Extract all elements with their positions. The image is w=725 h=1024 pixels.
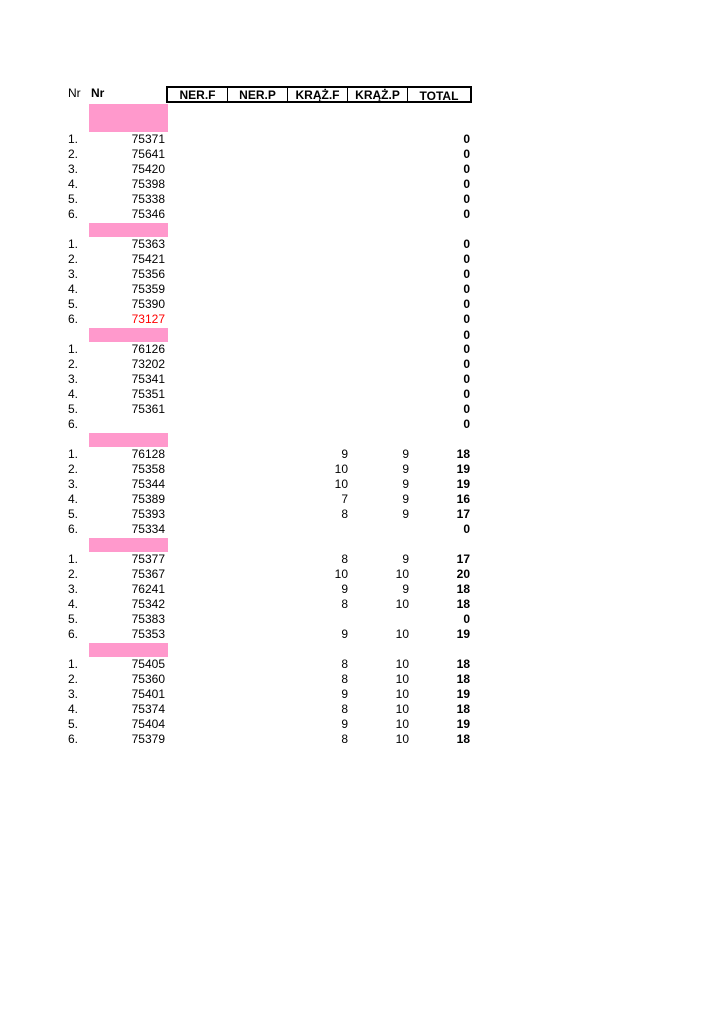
row-total: 20: [456, 567, 470, 581]
row-code: 75401: [131, 687, 165, 701]
row-kraz-f: 8: [341, 702, 348, 716]
row-kraz-p: 10: [395, 717, 409, 731]
row-kraz-p: 10: [395, 597, 409, 611]
group-header-band: [89, 104, 168, 132]
row-code: 76241: [131, 582, 165, 596]
group-header-band: [89, 538, 168, 552]
row-total: 0: [463, 192, 470, 206]
group-band-total: 0: [463, 328, 470, 342]
row-code: 75346: [131, 207, 165, 221]
row-total: 18: [456, 702, 470, 716]
row-total: 0: [463, 282, 470, 296]
row-index: 6.: [68, 522, 79, 536]
header-nr-bold-label: Nr: [91, 86, 105, 100]
row-code: 75338: [131, 192, 165, 206]
row-total: 0: [463, 312, 470, 326]
row-index: 3.: [68, 162, 79, 176]
row-kraz-f: 9: [341, 447, 348, 461]
column-header-kraz-f: KRĄŻ.F: [288, 88, 348, 101]
row-code: 75379: [131, 732, 165, 746]
row-kraz-f: 10: [334, 462, 348, 476]
row-kraz-f: 9: [341, 582, 348, 596]
column-header-kraz-p: KRĄŻ.P: [348, 88, 408, 101]
row-code: 76126: [131, 342, 165, 356]
row-kraz-f: 8: [341, 597, 348, 611]
row-index: 5.: [68, 717, 79, 731]
row-code: 75641: [131, 147, 165, 161]
row-index: 4.: [68, 702, 79, 716]
row-index: 2.: [68, 462, 79, 476]
row-kraz-f: 8: [341, 657, 348, 671]
row-index: 5.: [68, 192, 79, 206]
row-kraz-f: 9: [341, 687, 348, 701]
row-total: 18: [456, 732, 470, 746]
row-index: 1.: [68, 237, 79, 251]
row-code: 75356: [131, 267, 165, 281]
row-index: 1.: [68, 657, 79, 671]
row-index: 5.: [68, 612, 79, 626]
group-header-band: [89, 643, 168, 657]
row-total: 0: [463, 357, 470, 371]
row-code: 73127: [131, 312, 165, 326]
row-index: 3.: [68, 477, 79, 491]
row-index: 3.: [68, 372, 79, 386]
row-kraz-f: 8: [341, 507, 348, 521]
header-nr-label: Nr: [68, 86, 81, 100]
group-header-band: [89, 328, 168, 342]
row-code: 75353: [131, 627, 165, 641]
row-kraz-p: 10: [395, 657, 409, 671]
row-kraz-p: 9: [402, 462, 409, 476]
row-code: 75361: [131, 402, 165, 416]
row-kraz-f: 8: [341, 552, 348, 566]
row-total: 19: [456, 717, 470, 731]
row-code: 75371: [131, 132, 165, 146]
row-index: 2.: [68, 252, 79, 266]
row-code: 75420: [131, 162, 165, 176]
row-index: 6.: [68, 417, 79, 431]
row-total: 0: [463, 207, 470, 221]
row-index: 3.: [68, 267, 79, 281]
row-index: 4.: [68, 282, 79, 296]
row-index: 4.: [68, 387, 79, 401]
row-total: 19: [456, 477, 470, 491]
row-code: 75360: [131, 672, 165, 686]
row-total: 18: [456, 447, 470, 461]
row-index: 6.: [68, 627, 79, 641]
row-code: 75421: [131, 252, 165, 266]
row-index: 2.: [68, 147, 79, 161]
row-kraz-f: 9: [341, 627, 348, 641]
row-kraz-p: 9: [402, 447, 409, 461]
row-code: 75404: [131, 717, 165, 731]
row-code: 75341: [131, 372, 165, 386]
row-kraz-p: 9: [402, 477, 409, 491]
row-code: 75398: [131, 177, 165, 191]
row-total: 16: [456, 492, 470, 506]
row-total: 0: [463, 372, 470, 386]
row-code: 75393: [131, 507, 165, 521]
row-total: 0: [463, 612, 470, 626]
row-kraz-f: 7: [341, 492, 348, 506]
row-total: 0: [463, 267, 470, 281]
row-kraz-p: 10: [395, 567, 409, 581]
row-kraz-f: 8: [341, 672, 348, 686]
row-total: 17: [456, 507, 470, 521]
row-code: 75359: [131, 282, 165, 296]
row-kraz-f: 9: [341, 717, 348, 731]
row-index: 3.: [68, 687, 79, 701]
row-total: 0: [463, 237, 470, 251]
row-index: 2.: [68, 672, 79, 686]
row-kraz-p: 10: [395, 672, 409, 686]
row-total: 0: [463, 132, 470, 146]
column-header-total: TOTAL: [419, 89, 459, 103]
column-header-box: [166, 86, 472, 103]
row-kraz-f: 10: [334, 567, 348, 581]
row-index: 5.: [68, 507, 79, 521]
row-kraz-p: 9: [402, 582, 409, 596]
row-total: 0: [463, 297, 470, 311]
row-index: 1.: [68, 342, 79, 356]
row-index: 2.: [68, 567, 79, 581]
row-total: 0: [463, 402, 470, 416]
row-kraz-p: 10: [395, 732, 409, 746]
group-header-band: [89, 223, 168, 237]
row-total: 0: [463, 342, 470, 356]
row-total: 0: [463, 417, 470, 431]
row-kraz-p: 9: [402, 552, 409, 566]
row-kraz-p: 9: [402, 492, 409, 506]
row-index: 5.: [68, 402, 79, 416]
row-index: 4.: [68, 177, 79, 191]
row-code: 75363: [131, 237, 165, 251]
row-index: 5.: [68, 297, 79, 311]
row-code: 75334: [131, 522, 165, 536]
row-code: 76128: [131, 447, 165, 461]
row-index: 1.: [68, 132, 79, 146]
row-index: 1.: [68, 447, 79, 461]
row-index: 4.: [68, 492, 79, 506]
row-total: 0: [463, 162, 470, 176]
row-total: 0: [463, 387, 470, 401]
row-total: 0: [463, 252, 470, 266]
row-kraz-f: 8: [341, 732, 348, 746]
row-total: 18: [456, 582, 470, 596]
row-kraz-p: 10: [395, 687, 409, 701]
row-index: 3.: [68, 582, 79, 596]
row-code: 75377: [131, 552, 165, 566]
row-kraz-p: 10: [395, 627, 409, 641]
column-header-ner-f: NER.F: [168, 88, 228, 101]
row-total: 0: [463, 522, 470, 536]
row-index: 6.: [68, 312, 79, 326]
row-code: 75374: [131, 702, 165, 716]
row-index: 2.: [68, 357, 79, 371]
row-code: 75389: [131, 492, 165, 506]
row-total: 0: [463, 147, 470, 161]
row-total: 18: [456, 597, 470, 611]
row-total: 18: [456, 657, 470, 671]
row-index: 6.: [68, 732, 79, 746]
row-total: 17: [456, 552, 470, 566]
row-code: 75405: [131, 657, 165, 671]
group-header-band: [89, 433, 168, 447]
row-total: 19: [456, 462, 470, 476]
row-code: 75367: [131, 567, 165, 581]
row-index: 6.: [68, 207, 79, 221]
row-code: 75390: [131, 297, 165, 311]
row-kraz-p: 9: [402, 507, 409, 521]
row-index: 1.: [68, 552, 79, 566]
row-code: 75344: [131, 477, 165, 491]
row-total: 0: [463, 177, 470, 191]
row-code: 75342: [131, 597, 165, 611]
row-total: 19: [456, 627, 470, 641]
row-total: 19: [456, 687, 470, 701]
row-kraz-p: 10: [395, 702, 409, 716]
row-code: 75358: [131, 462, 165, 476]
row-code: 75351: [131, 387, 165, 401]
row-index: 4.: [68, 597, 79, 611]
row-code: 75383: [131, 612, 165, 626]
row-code: 73202: [131, 357, 165, 371]
column-header-ner-p: NER.P: [228, 88, 288, 101]
row-kraz-f: 10: [334, 477, 348, 491]
row-total: 18: [456, 672, 470, 686]
